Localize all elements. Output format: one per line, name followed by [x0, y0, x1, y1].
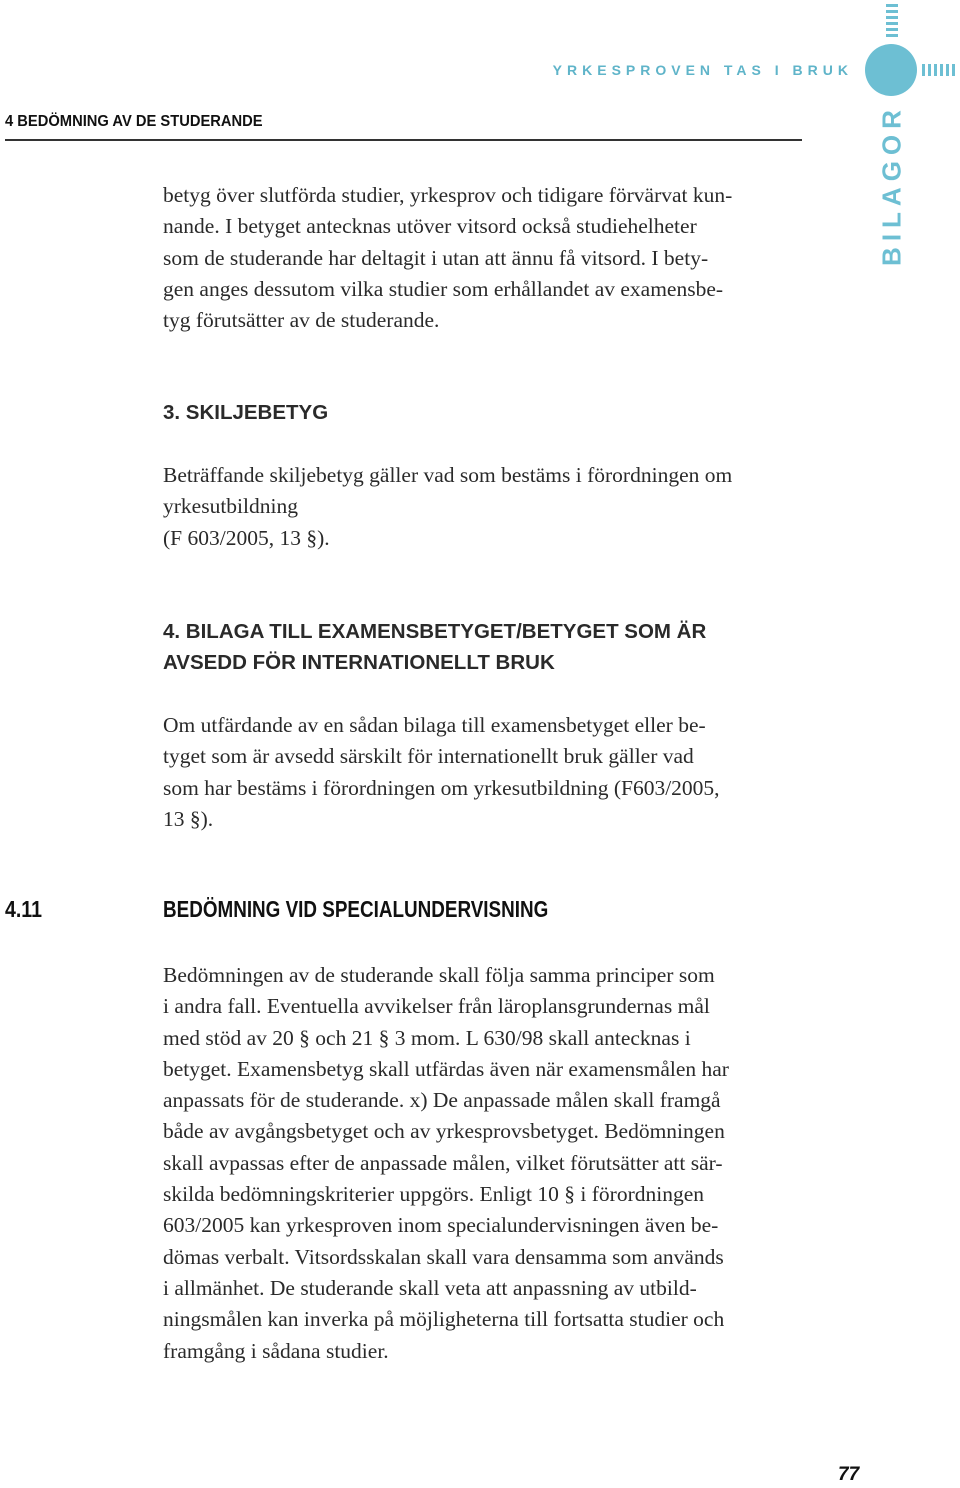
text-line: Bedömningen av de studerande skall följa samma principer som — [163, 963, 715, 987]
section-411-text — [163, 960, 808, 1367]
text-line: anpassats för de studerande. x) De anpassade målen skall framgå — [163, 1088, 721, 1113]
header-rule — [5, 139, 802, 141]
chapter-header: 4 BEDÖMNING AV DE STUDERANDE — [5, 113, 263, 130]
text-line: 603/2005 kan yrkesproven inom specialundervisningen även be- — [163, 1213, 719, 1238]
text-line: dömas verbalt. Vitsordsskalan skall vara densamma som används — [163, 1244, 724, 1269]
text-line: skilda bedömningskriterier uppgörs. Enligt 10 § i förordningen — [163, 1182, 704, 1207]
decorative-circle-icon — [865, 44, 917, 96]
text-line: både av avgångsbetyget och av yrkesprovsbetyget. Bedömningen — [163, 1119, 725, 1144]
text-line: Om utfärdande av en sådan bilaga till examensbetyget eller be- — [163, 713, 706, 737]
page-number: 77 — [838, 1464, 860, 1485]
text-line: framgång i sådana studier. — [163, 1338, 389, 1363]
text-line: gen anges dessutom vilka studier som erhållandet av examensbe- — [163, 276, 724, 301]
text-line: tyg förutsätter av de studerande. — [163, 308, 440, 333]
text-line: betyget. Examensbetyg skall utfärdas även när examensmålen har — [163, 1056, 729, 1081]
heading-line: 4. BILAGA TILL EXAMENSBETYGET/BETYGET SOM ÄR — [163, 620, 707, 643]
text-line: i allmänhet. De studerande skall veta att anpassning av utbild- — [163, 1275, 697, 1300]
side-tab-label: BILAGOR — [876, 104, 907, 266]
section-4-text — [163, 710, 808, 835]
side-tab-bilagor — [870, 104, 914, 266]
text-line: nande. I betyget antecknas utöver vitsord också studiehelheter — [163, 214, 697, 239]
section-3-heading: 3. SKILJEBETYG — [163, 401, 329, 424]
text-line: yrkesutbildning — [163, 494, 298, 519]
section-411-heading: BEDÖMNING VID SPECIALUNDERVISNING — [163, 896, 549, 922]
intro-paragraph — [163, 180, 808, 336]
section-411-number: 4.11 — [5, 896, 42, 922]
text-line: med stöd av 20 § och 21 § 3 mom. L 630/98 skall antecknas i — [163, 1025, 691, 1050]
publication-title: YRKESPROVEN TAS I BRUK — [552, 62, 853, 78]
text-line: tyget som är avsedd särskilt för internationellt bruk gäller vad — [163, 744, 694, 769]
decorative-bars-vertical — [886, 4, 898, 37]
text-line: som de studerande har deltagit i utan att ännu få vitsord. I bety- — [163, 245, 709, 270]
heading-line: AVSEDD FÖR INTERNATIONELLT BRUK — [163, 651, 555, 674]
text-line: ningsmålen kan inverka på möjligheterna till fortsatta studier och — [163, 1307, 725, 1332]
text-line: Beträffande skiljebetyg gäller vad som bestäms i förordningen om — [163, 463, 733, 487]
text-line: skall avpassas efter de anpassade målen, vilket förutsätter att sär- — [163, 1150, 723, 1175]
section-4-heading — [163, 616, 706, 678]
section-3-text — [163, 460, 808, 554]
text-line: betyg över slutförda studier, yrkesprov och tidigare förvärvat kun- — [163, 183, 733, 207]
text-line: 13 §). — [163, 806, 214, 831]
text-line: (F 603/2005, 13 §). — [163, 525, 330, 550]
decorative-bars-horizontal — [922, 64, 955, 76]
text-line: i andra fall. Eventuella avvikelser från läroplansgrundernas mål — [163, 994, 710, 1019]
text-line: som har bestäms i förordningen om yrkesutbildning (F603/2005, — [163, 775, 720, 800]
